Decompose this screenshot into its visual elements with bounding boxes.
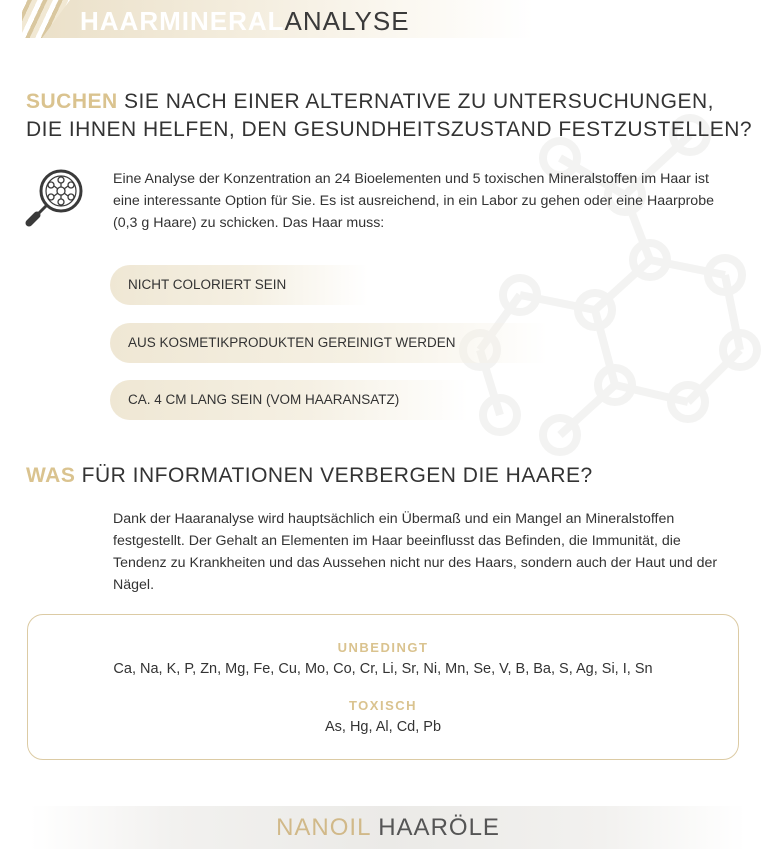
section1-paragraph: Eine Analyse der Konzentration an 24 Bioelementen und 5 toxischen Mineralstoffen im Haar ist eine interessante Option für Sie. Es ist ausreichend, in ein Labor zu gehen oder eine Haarprobe (0,3 g Haare) zu schicken. Das Haar muss: — [113, 171, 714, 231]
section1-heading-line1: SIE NACH EINER ALTERNATIVE ZU UNTERSUCHUNGEN, — [117, 90, 714, 113]
essential-label: UNBEDINGT — [337, 640, 429, 655]
footer-band — [30, 806, 746, 849]
footer-brand — [30, 814, 746, 842]
section1-heading — [26, 88, 766, 144]
section2-paragraph: Dank der Haaranalyse wird hauptsächlich ein Übermaß und ein Mangel an Mineralstoffen festgestellt. Der Gehalt an Elementen im Haar beeinflusst das Befinden, die Immunität, die Tendenz zu Krankheiten und das Aussehen nicht nur des Haars, sondern auch der Haut und der Nägel. — [113, 511, 718, 593]
molecule-background-decoration — [440, 110, 776, 470]
requirement-item: AUS KOSMETIKPRODUKTEN GEREINIGT WERDEN — [110, 323, 548, 363]
page-title — [80, 6, 410, 36]
title-bold-part: HAARMINERAL — [80, 6, 285, 36]
section2-heading-accent: WAS — [26, 464, 76, 487]
section2-heading-rest: FÜR INFORMATIONEN VERBERGEN DIE HAARE? — [75, 464, 593, 487]
essential-values: Ca, Na, K, P, Zn, Mg, Fe, Cu, Mo, Co, Cr, Li, Sr, Ni, Mn, Se, V, B, Ba, S, Ag, Si, I, Sn — [113, 661, 653, 677]
footer-brand-light: NANOIL — [276, 814, 371, 841]
requirement-item: NICHT COLORIERT SEIN — [110, 265, 368, 305]
magnifier-molecule-icon — [24, 166, 88, 230]
toxic-values: As, Hg, Al, Cd, Pb — [324, 719, 442, 735]
title-light-part: ANALYSE — [284, 6, 410, 36]
section1-heading-line2: DIE IHNEN HELFEN, DEN GESUNDHEITSZUSTAND FESTZUSTELLEN? — [26, 118, 753, 141]
toxic-label: TOXISCH — [348, 698, 418, 713]
elements-box — [27, 614, 739, 760]
section2-heading — [26, 462, 766, 490]
footer-brand-dark: HAARÖLE — [370, 814, 500, 841]
section1-heading-accent: SUCHEN — [26, 90, 118, 113]
requirement-item: CA. 4 CM LANG SEIN (VOM HAARANSATZ) — [110, 380, 468, 420]
